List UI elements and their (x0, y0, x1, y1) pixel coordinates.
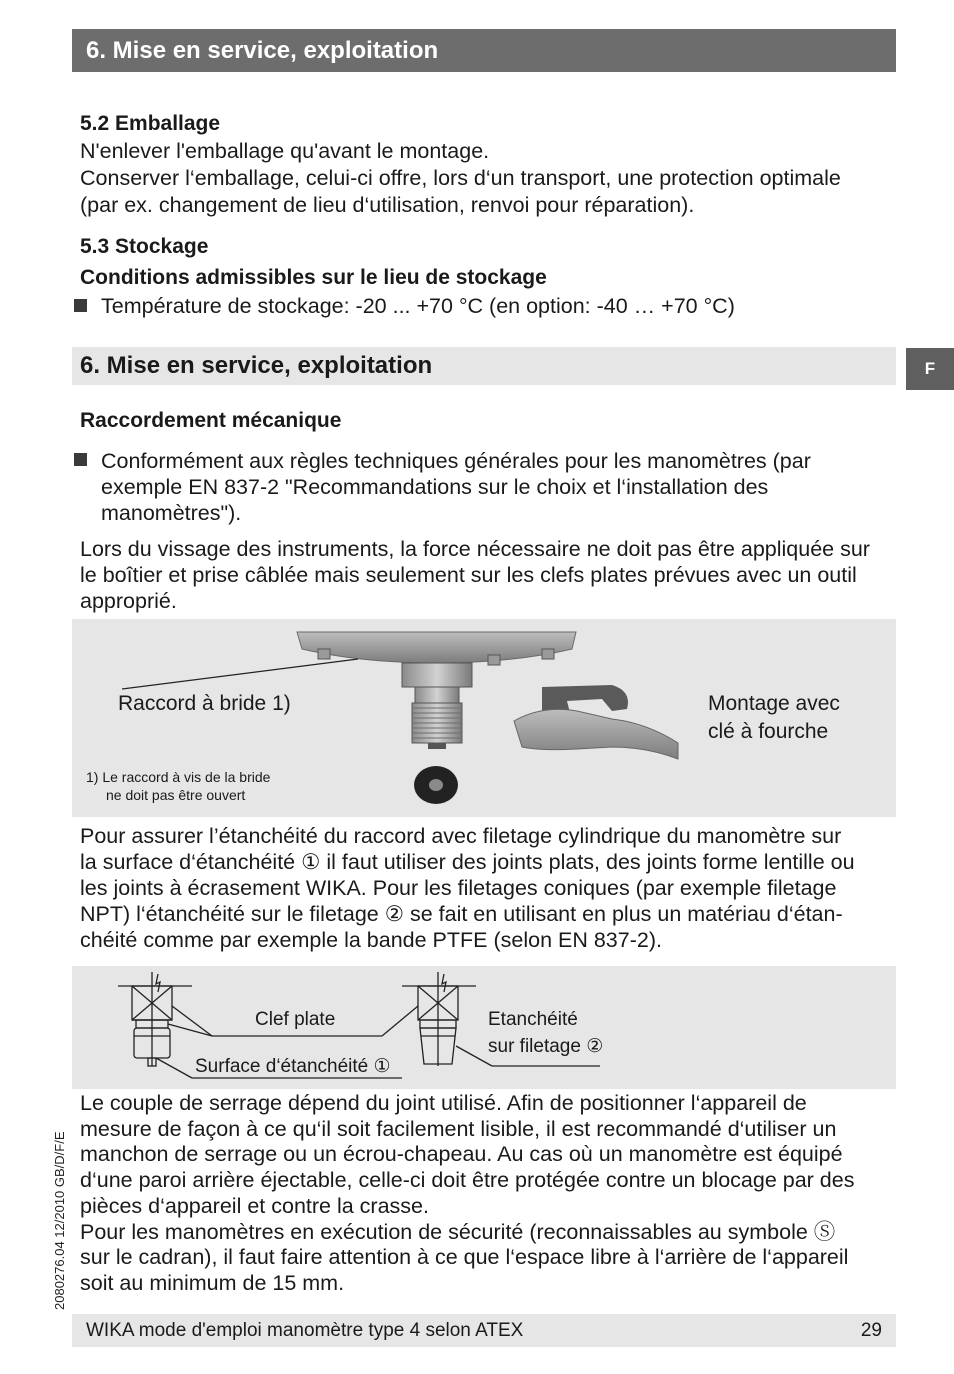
label-raccord-bride: Raccord à bride 1) (118, 692, 291, 715)
etancheite-line-2: la surface d‘étanchéité ① il faut utiliser des joints plats, des joints forme lentille ou (80, 850, 855, 874)
footnote-line-1: 1) Le raccord à vis de la bride (86, 769, 271, 785)
stockage-bullet: Température de stockage: -20 ... +70 °C (en option: -40 … +70 °C) (101, 294, 735, 318)
heading-emballage: 5.2 Emballage (80, 112, 221, 135)
bullet-square-icon (74, 299, 87, 312)
label-etancheite-line-2: sur filetage ② (488, 1036, 604, 1057)
label-clef-plate: Clef plate (255, 1009, 336, 1030)
label-montage-line-2: clé à fourche (708, 720, 829, 743)
document-code: 2080276.04 12/2010 GB/D/F/E (52, 1131, 67, 1310)
couple-line-3: manchon de serrage ou un écrou-chapeau. Au cas où un manomètre est équipé (80, 1142, 843, 1166)
etancheite-line-5: chéité comme par exemple la bande PTFE (selon EN 837-2). (80, 928, 662, 952)
couple-line-4: d‘une paroi arrière éjectable, celle-ci doit être protégée contre un blocage par des (80, 1168, 855, 1192)
securite-line-2: sur le cadran), il faut faire attention à ce que l‘espace libre à l‘arrière de l‘appareil (80, 1245, 849, 1269)
etancheite-line-1: Pour assurer l’étanchéité du raccord avec filetage cylindrique du manomètre sur (80, 824, 842, 848)
etancheite-line-4: NPT) l‘étanchéité sur le filetage ② se fait en utilisant en plus un matériau d‘étan- (80, 902, 843, 926)
page-header: 6. Mise en service, exploitation (72, 29, 896, 72)
raccordement-bullet-line-1: Conformément aux règles techniques générales pour les manomètres (par (101, 449, 811, 473)
vissage-line-2: le boîtier et prise câblée mais seulement sur les clefs plates prévues avec un outil (80, 563, 857, 587)
vissage-line-3: approprié. (80, 589, 177, 613)
language-tab: F (906, 348, 954, 390)
subheading-conditions: Conditions admissibles sur le lieu de stockage (80, 266, 547, 289)
label-surface-etancheite: Surface d‘étanchéité ① (195, 1056, 391, 1077)
emballage-line-3: (par ex. changement de lieu d‘utilisation, renvoi pour réparation). (80, 193, 695, 217)
etancheite-line-3: les joints à écrasement WIKA. Pour les filetages coniques (par exemple filetage (80, 876, 837, 900)
footer-text: WIKA mode d'emploi manomètre type 4 selon ATEX (86, 1320, 524, 1341)
securite-line-3: soit au minimum de 15 mm. (80, 1271, 345, 1295)
couple-line-2: mesure de façon à ce qu‘il soit facilement lisible, il est recommandé d‘utiliser un (80, 1117, 837, 1141)
emballage-line-2: Conserver l‘emballage, celui-ci offre, lors d‘un transport, une protection optimale (80, 166, 841, 190)
heading-stockage: 5.3 Stockage (80, 235, 209, 258)
securite-line-1: Pour les manomètres en exécution de sécurité (reconnaissables au symbole Ⓢ (80, 1220, 836, 1244)
raccordement-bullet-line-2: exemple EN 837-2 "Recommandations sur le choix et l‘installation des (101, 475, 769, 499)
emballage-line-1: N'enlever l'emballage qu'avant le montage. (80, 139, 490, 163)
footnote-line-2: ne doit pas être ouvert (106, 787, 246, 803)
vissage-line-1: Lors du vissage des instruments, la force nécessaire ne doit pas être appliquée sur (80, 537, 870, 561)
couple-line-1: Le couple de serrage dépend du joint utilisé. Afin de positionner l‘appareil de (80, 1091, 807, 1115)
couple-line-5: pièces d‘appareil et contre la crasse. (80, 1194, 429, 1218)
raccordement-bullet-line-3: manomètres"). (101, 501, 242, 525)
bullet-square-icon (74, 453, 87, 466)
section-title: 6. Mise en service, exploitation (72, 347, 896, 385)
page-number: 29 (860, 1320, 882, 1341)
label-montage-line-1: Montage avec (708, 692, 840, 715)
page-footer (72, 1314, 896, 1347)
subheading-raccordement: Raccordement mécanique (80, 409, 342, 432)
label-etancheite-line-1: Etanchéité (488, 1009, 578, 1030)
